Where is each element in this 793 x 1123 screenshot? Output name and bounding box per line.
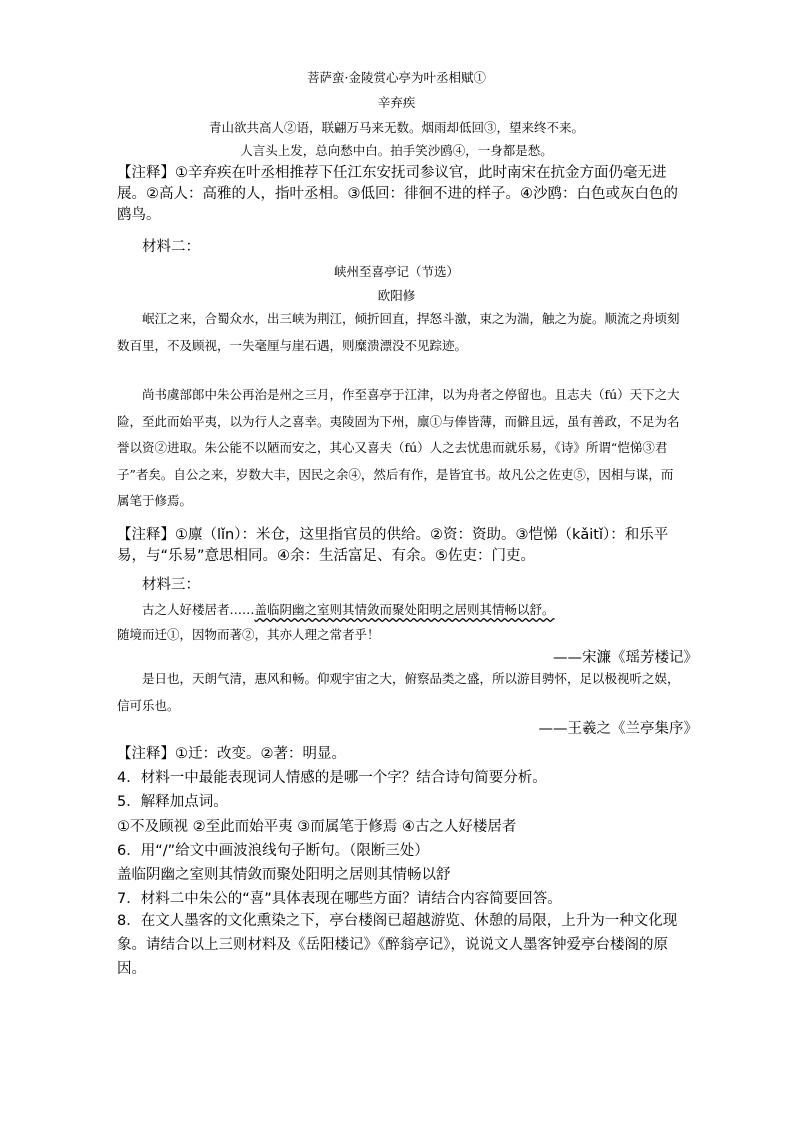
question-7: 7．材料二中朱公的“喜”具体表现在哪些方面？请结合内容简要回答。	[117, 891, 562, 907]
material-2-title: 峡州至喜亭记（节选）	[333, 264, 459, 279]
material-3-paragraph-1-continued: 随境而迁①，因物而著②，其亦人理之常者乎！	[117, 627, 380, 642]
question-5: 5．解释加点词。	[117, 794, 228, 810]
material-2-heading: 材料二：	[142, 239, 200, 255]
poem-title: 菩萨蛮·金陵赏心亭为叶丞相赋①	[307, 70, 486, 85]
material-2-author: 欧阳修	[377, 288, 416, 303]
question-6-text: 盖临阴幽之室则其情敛而聚处阳明之居则其情畅以舒	[117, 867, 451, 883]
question-5-items: ①不及顾视 ②至此而始平夷 ③而属笔于修焉 ④古之人好楼居者	[117, 819, 517, 835]
question-4: 4．材料一中最能表现词人情感的是哪一个字？结合诗句简要分析。	[117, 770, 547, 786]
material-2-paragraph-2: 尚书虞部郎中朱公再治是州之三月，作至喜亭于江津，以为舟者之停留也。且志夫（fú）天下之大险，至此而始平夷，以为行人之喜幸。夷陵固为下州，廪①与俸皆薄，而僻且远，虽有善政，不足为名誉以资②进取。朱公能不以陋而安之，其心又喜夫（fú）人之去忧患而就乐易，《诗》所谓“恺悌③君子”者矣。自公之来，岁数大丰，因民之余④，然后有作，是皆宜书。故凡公之佐吏⑤，因相与谋，而属笔于修焉。	[117, 387, 680, 508]
material-3-annotation: 【注释】①迁：改变。②著：明显。	[117, 746, 346, 762]
material-3-paragraph-2: 是日也，天朗气清，惠风和畅。仰观宇宙之大，俯察品类之盛，所以游目骋怀，足以极视听之娱，信可乐也。	[117, 671, 680, 713]
material-2-paragraph-1: 岷江之来，合蜀众水，出三峡为荆江，倾折回直，捍怒斗激，束之为湍，触之为旋。顺流之舟顷刻数百里，不及顾视，一失毫厘与崖石遇，则糜溃漂没不见踪迹。	[117, 311, 680, 353]
poem-annotation: 【注释】①辛弃疾在叶丞相推荐下任江东安抚司参议官，此时南宋在抗金方面仍毫无进展。②高人：高雅的人，指叶丞相。③低回：徘徊不进的样子。④沙鸥：白色或灰白色的鸥鸟。	[117, 165, 678, 223]
question-6: 6．用“/”给文中画波浪线句子断句。（限断三处）	[117, 843, 429, 859]
material-3-paragraph-1	[142, 604, 555, 617]
material-3-paragraph-1-lead: 古之人好楼居者……	[142, 602, 255, 617]
material-3-source-2: ——王羲之《兰亭集序》	[538, 721, 698, 737]
poem-line-2: 人言头上发，总向愁中白。拍手笑沙鸥④，一身都是愁。	[240, 143, 553, 158]
question-8: 8．在文人墨客的文化熏染之下，亭台楼阁已超越游览、休憩的局限，上升为一种文化现象。请结合以上三则材料及《岳阳楼记》《醉翁亭记》，说说文人墨客钟爱亭台楼阁的原因。	[117, 913, 678, 977]
poem-author: 辛弃疾	[377, 95, 416, 110]
wavy-underlined-sentence: 盖临阴幽之室则其情敛而聚处阳明之居则其情畅以舒。	[254, 602, 555, 617]
material-3-source-1: ——宋濂《瑶芳楼记》	[553, 650, 698, 666]
material-3-heading: 材料三：	[142, 577, 200, 593]
poem-line-1: 青山欲共高人②语，联翩万马来无数。烟雨却低回③，望来终不来。	[208, 120, 584, 135]
material-2-annotation: 【注释】①廪（lǐn）：米仓，这里指官员的供给。②资：资助。③恺悌（kǎitǐ）：和乐平易，与“乐易”意思相同。④余：生活富足、有余。⑤佐吏：门吏。	[117, 527, 669, 564]
